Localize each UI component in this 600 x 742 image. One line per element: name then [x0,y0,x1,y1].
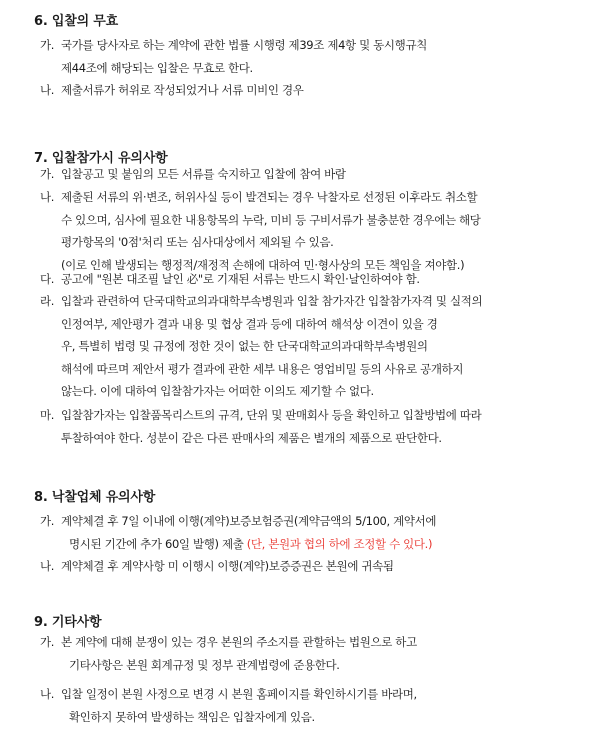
item-line: 제44조에 해당되는 입찰은 무효로 한다. [61,60,253,75]
item-line: 우, 특별히 법령 및 규정에 정한 것이 없는 한 단국대학교의과대학부속병원의 [61,339,428,354]
list-item-7-da [40,268,580,291]
item-line: 제출서류가 허위로 작성되었거나 서류 미비인 경우 [61,83,304,97]
item-marker: 가. [40,167,55,181]
item-line: 입찰 일정이 본원 사정으로 변경 시 본원 홈페이지를 확인하시기를 바라며, [61,687,417,701]
item-line: 투찰하여야 한다. 성분이 같은 다른 판매사의 제품은 별개의 제품으로 판단한다. [61,430,442,445]
item-marker: 다. [40,272,55,286]
list-item-8-na [40,555,580,578]
item-marker: 나. [40,687,55,701]
item-marker: 가. [40,635,55,649]
item-marker: 나. [40,83,55,97]
red-note: (단, 본원과 협의 하에 조정할 수 있다.) [246,536,433,551]
item-line: 확인하지 못하여 발생하는 책임은 입찰자에게 있음. [69,709,315,724]
item-line: 명시된 기간에 추가 60일 발행) 제출 [69,536,244,551]
item-line: 공고에 "원본 대조필 날인 必"로 기재된 서류는 반드시 확인·날인하여야 함. [61,272,420,286]
item-line: 입찰공고 및 붙임의 모든 서류를 숙지하고 입찰에 참여 바람 [61,167,346,181]
item-line: 제출된 서류의 위·변조, 허위사실 등이 발견되는 경우 낙찰자로 선정된 이후라도 취소할 [61,190,478,204]
section-heading-8: 8. 낙찰업체 유의사항 [34,490,156,505]
section-heading-6: 6. 입찰의 무효 [34,14,119,29]
list-item-7-ga [40,163,580,186]
item-line: 않는다. 이에 대하여 입찰참가자는 어떠한 이의도 제기할 수 없다. [61,384,374,399]
item-line: 입찰참가자는 입찰품목리스트의 규격, 단위 및 판매회사 등을 확인하고 입찰방법에 따라 [61,408,482,422]
item-marker: 마. [40,408,55,422]
list-item-6-ga [40,34,580,79]
item-marker: 가. [40,514,55,528]
item-line: 계약체결 후 계약사항 미 이행시 이행(계약)보증증권은 본원에 귀속됨 [61,559,394,573]
section-heading-7: 7. 입찰참가시 유의사항 [34,151,168,166]
item-line: 인정여부, 제안평가 결과 내용 및 협상 결과 등에 대하여 해석상 이견이 있을 경 [61,316,438,331]
item-line: 기타사항은 본원 회계규정 및 정부 관계법령에 준용한다. [69,657,340,672]
item-line: 평가항목의 '0점'처리 또는 심사대상에서 제외될 수 있음. [61,235,334,250]
item-marker: 라. [40,294,55,308]
list-item-8-ga [40,510,580,555]
section-heading-9: 9. 기타사항 [34,615,102,630]
item-line: 해석에 따르며 제안서 평가 결과에 관한 세부 내용은 영업비밀 등의 사유로 공개하지 [61,361,464,376]
item-marker: 나. [40,190,55,204]
list-item-9-na [40,683,580,728]
list-item-6-na [40,79,580,102]
item-line: 계약체결 후 7일 이내에 이행(계약)보증보험증권(계약금액의 5/100, 계약서에 [61,514,437,528]
item-line: 본 계약에 대해 분쟁이 있는 경우 본원의 주소지를 관할하는 법원으로 하고 [61,635,417,649]
item-line: 입찰과 관련하여 단국대학교의과대학부속병원과 입찰 참가자간 입찰참가자격 및 실적의 [61,294,483,308]
list-item-9-ga [40,631,580,676]
item-marker: 나. [40,559,55,573]
item-marker: 가. [40,38,55,52]
item-line: 수 있으며, 심사에 필요한 내용항목의 누락, 미비 등 구비서류가 불충분한 경우에는 해당 [61,212,481,227]
list-item-7-ra [40,290,580,403]
item-line: (이로 인해 발생되는 행정적/재정적 손해에 대하여 민·형사상의 모든 책임을 져야함.) [61,257,465,272]
item-line: 국가를 당사자로 하는 계약에 관한 법률 시행령 제39조 제4항 및 동시행규칙 [61,38,427,52]
list-item-7-na [40,186,580,276]
list-item-7-ma [40,404,580,449]
